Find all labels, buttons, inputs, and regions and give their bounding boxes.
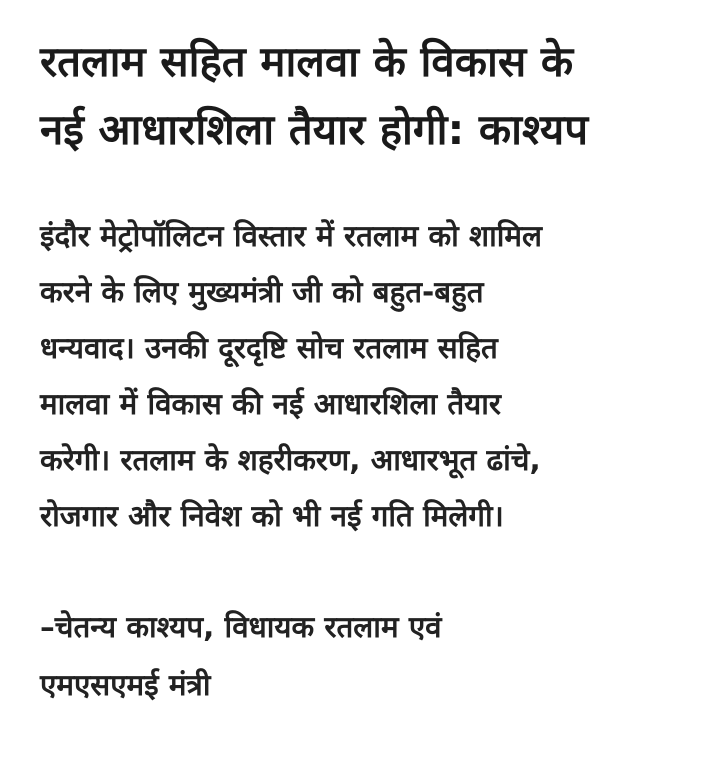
attribution xyxy=(40,598,690,714)
body-line: मालवा में विकास की नई आधारशिला तैयार xyxy=(40,387,501,421)
attribution-line: एमएसएमई मंत्री xyxy=(40,668,211,702)
body-line: करेगी। रतलाम के शहरीकरण, आधारभूत ढांचे, xyxy=(40,443,541,477)
body-line: रोजगार और निवेश को भी नई गति मिलेगी। xyxy=(40,499,504,533)
attribution-line: –चेतन्य काश्यप, विधायक रतलाम एवं xyxy=(40,610,442,644)
body-line: धन्यवाद। उनकी दूरदृष्टि सोच रतलाम सहित xyxy=(40,331,498,365)
article xyxy=(40,28,690,714)
headline xyxy=(40,28,690,164)
headline-line: नई आधारशिला तैयार होगी: काश्यप xyxy=(40,105,589,154)
body-line: करने के लिए मुख्यमंत्री जी को बहुत-बहुत xyxy=(40,275,484,309)
body-paragraph xyxy=(40,208,690,544)
headline-line: रतलाम सहित मालवा के विकास के xyxy=(40,37,574,86)
body-line: इंदौर मेट्रोपॉलिटन विस्तार में रतलाम को शामिल xyxy=(40,219,543,253)
